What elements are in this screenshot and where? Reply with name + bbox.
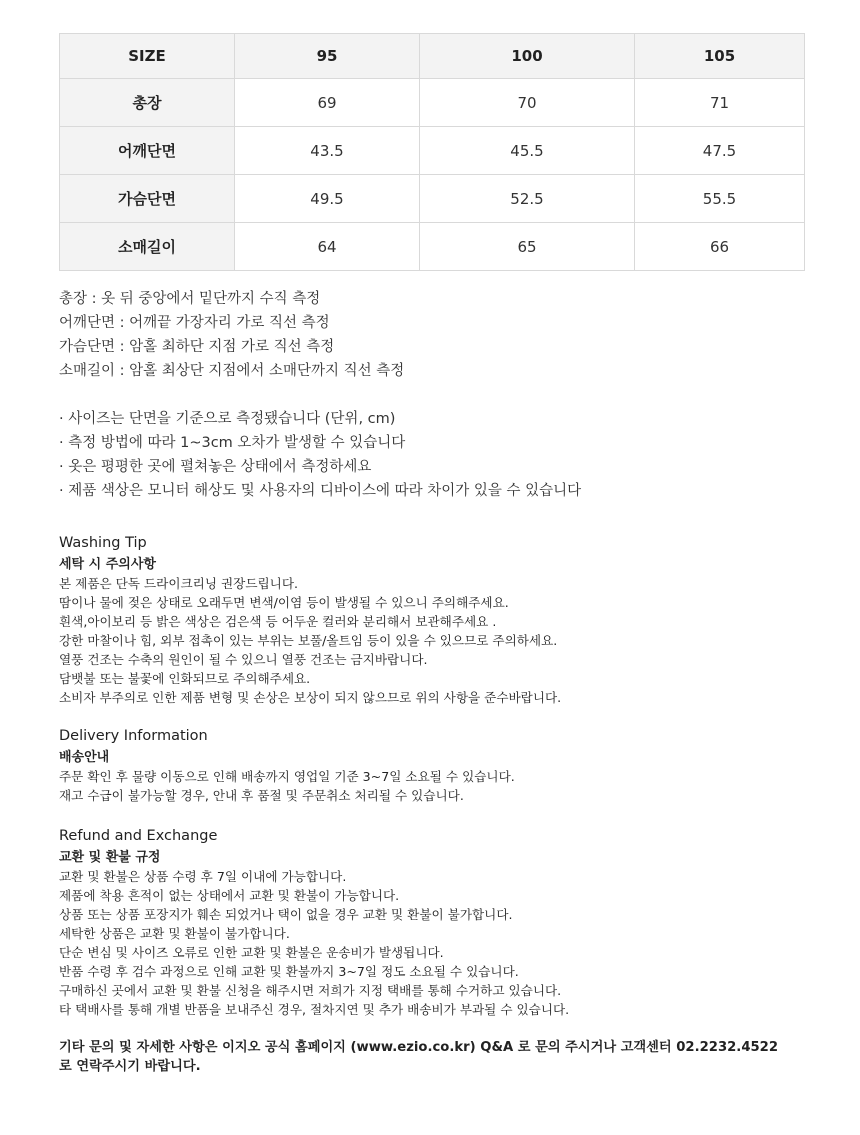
- footer-line: 로 연락주시기 바랍니다.: [59, 1059, 201, 1074]
- washing-subtitle: 세탁 시 주의사항: [59, 557, 156, 572]
- delivery-line: 주문 확인 후 물량 이동으로 인해 배송까지 영업일 기준 3~7일 소요될 수 있습니다.: [59, 769, 515, 784]
- table-cell: 43.5: [235, 127, 420, 175]
- list-item: · 옷은 평평한 곳에 펼쳐놓은 상태에서 측정하세요: [59, 459, 372, 475]
- row-label-shoulder: 어깨단면: [60, 127, 235, 175]
- table-cell: 49.5: [235, 175, 420, 223]
- size-table-header-row: [60, 34, 805, 79]
- refund-line: 구매하신 곳에서 교환 및 환불 신청을 해주시면 저희가 지정 택배를 통해 수거하고 있습니다.: [59, 983, 562, 998]
- table-cell: 52.5: [420, 175, 635, 223]
- size-table: [59, 33, 805, 271]
- washing-title: Washing Tip: [59, 535, 147, 551]
- refund-line: 교환 및 환불은 상품 수령 후 7일 이내에 가능합니다.: [59, 869, 347, 884]
- list-item: 총장 : 옷 뒤 중앙에서 밑단까지 수직 측정: [59, 291, 321, 307]
- size-header-95: 95: [235, 34, 420, 79]
- row-label-total-length: 총장: [60, 79, 235, 127]
- size-notes: [59, 407, 581, 503]
- table-cell: 70: [420, 79, 635, 127]
- list-item: · 사이즈는 단면을 기준으로 측정됐습니다 (단위, cm): [59, 411, 396, 427]
- table-cell: 55.5: [635, 175, 805, 223]
- table-cell: 71: [635, 79, 805, 127]
- refund-line: 단순 변심 및 사이즈 오류로 인한 교환 및 환불은 운송비가 발생됩니다.: [59, 945, 444, 960]
- refund-line: 반품 수령 후 검수 과정으로 인해 교환 및 환불까지 3~7일 정도 소요될 수 있습니다.: [59, 964, 519, 979]
- list-item: · 측정 방법에 따라 1~3cm 오차가 발생할 수 있습니다: [59, 435, 406, 451]
- washing-line: 본 제품은 단독 드라이크리닝 권장드립니다.: [59, 576, 298, 591]
- list-item: 소매길이 : 암홀 최상단 지점에서 소매단까지 직선 측정: [59, 363, 405, 379]
- table-row: [60, 175, 805, 223]
- table-cell: 65: [420, 223, 635, 271]
- delivery-title: Delivery Information: [59, 728, 208, 744]
- refund-line: 세탁한 상품은 교환 및 환불이 불가합니다.: [59, 926, 290, 941]
- refund-subtitle: 교환 및 환불 규정: [59, 850, 161, 865]
- washing-line: 흰색,아이보리 등 밝은 색상은 검은색 등 어두운 컬러와 분리해서 보관해주세요 .: [59, 614, 497, 629]
- measurement-notes: [59, 287, 404, 383]
- table-cell: 66: [635, 223, 805, 271]
- table-row: [60, 223, 805, 271]
- washing-section: [59, 533, 561, 707]
- washing-line: 열풍 건조는 수축의 원인이 될 수 있으니 열풍 건조는 금지바랍니다.: [59, 652, 428, 667]
- footer-line: 기타 문의 및 자세한 사항은 이지오 공식 홈페이지 (www.ezio.co.kr) Q&A 로 문의 주시거나 고객센터 02.2232.4522: [59, 1040, 779, 1055]
- size-header-100: 100: [420, 34, 635, 79]
- list-item: · 제품 색상은 모니터 해상도 및 사용자의 디바이스에 따라 차이가 있을 수 있습니다: [59, 483, 582, 499]
- contact-footer: [59, 1038, 778, 1076]
- refund-line: 제품에 착용 흔적이 없는 상태에서 교환 및 환불이 가능합니다.: [59, 888, 400, 903]
- refund-title: Refund and Exchange: [59, 828, 218, 844]
- table-row: [60, 127, 805, 175]
- washing-line: 땀이나 물에 젖은 상태로 오래두면 변색/이염 등이 발생될 수 있으니 주의해주세요.: [59, 595, 509, 610]
- table-cell: 45.5: [420, 127, 635, 175]
- table-cell: 47.5: [635, 127, 805, 175]
- washing-line: 강한 마찰이나 힘, 외부 접촉이 있는 부위는 보풀/올트임 등이 있을 수 있으므로 주의하세요.: [59, 633, 558, 648]
- row-label-sleeve: 소매길이: [60, 223, 235, 271]
- row-label-chest: 가슴단면: [60, 175, 235, 223]
- table-row: [60, 79, 805, 127]
- delivery-line: 재고 수급이 불가능할 경우, 안내 후 품절 및 주문취소 처리될 수 있습니다.: [59, 788, 464, 803]
- refund-line: 상품 또는 상품 포장지가 훼손 되었거나 택이 없을 경우 교환 및 환불이 불가합니다.: [59, 907, 513, 922]
- refund-line: 타 택배사를 통해 개별 반품을 보내주신 경우, 절차지연 및 추가 배송비가 부과될 수 있습니다.: [59, 1002, 570, 1017]
- list-item: 가슴단면 : 암홀 최하단 지점 가로 직선 측정: [59, 339, 335, 355]
- refund-section: [59, 826, 569, 1019]
- delivery-subtitle: 배송안내: [59, 750, 110, 765]
- size-header-label: SIZE: [60, 34, 235, 79]
- washing-line: 소비자 부주의로 인한 제품 변형 및 손상은 보상이 되지 않으므로 위의 사항을 준수바랍니다.: [59, 690, 562, 705]
- delivery-section: [59, 726, 515, 805]
- size-header-105: 105: [635, 34, 805, 79]
- table-cell: 64: [235, 223, 420, 271]
- washing-line: 담뱃불 또는 불꽃에 인화되므로 주의해주세요.: [59, 671, 311, 686]
- table-cell: 69: [235, 79, 420, 127]
- list-item: 어깨단면 : 어깨끝 가장자리 가로 직선 측정: [59, 315, 330, 331]
